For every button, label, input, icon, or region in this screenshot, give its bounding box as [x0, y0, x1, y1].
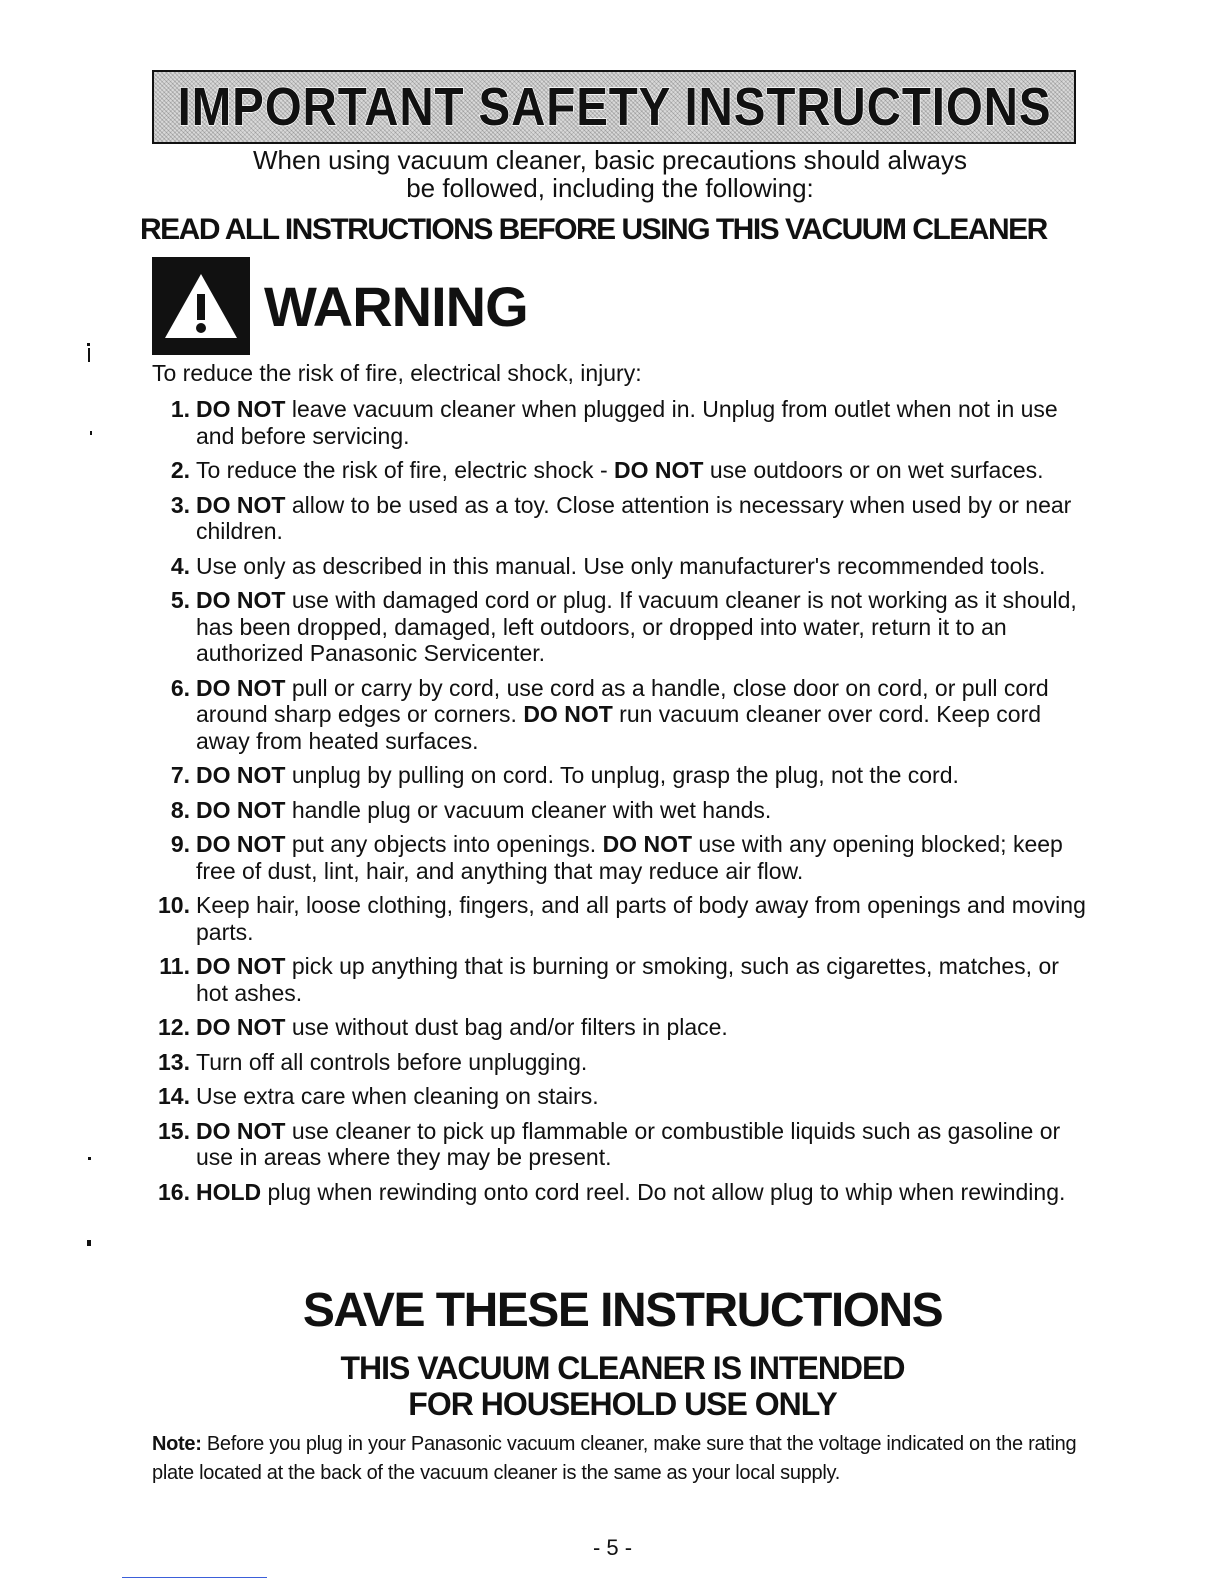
list-item-text: DO NOT use without dust bag and/or filters in place.	[196, 1014, 728, 1040]
list-item-text: DO NOT allow to be used as a toy. Close attention is necessary when used by or near children.	[196, 491, 1072, 544]
note-label: Note:	[152, 1433, 202, 1455]
household-use-line-1: THIS VACUUM CLEANER IS INTENDED	[340, 1350, 905, 1386]
list-item-text: DO NOT use with damaged cord or plug. If vacuum cleaner is not working as it should, has been dropped, damaged, left outdoors, or dropped into water, return it to an authorized Panasonic Servicenter.	[196, 587, 1077, 666]
list-item-text: DO NOT leave vacuum cleaner when plugged in. Unplug from outlet when not in use and before servicing.	[196, 396, 1058, 449]
list-item-number: 6.	[170, 674, 190, 701]
list-item-number: 2.	[170, 457, 190, 483]
list-item-text: Keep hair, loose clothing, fingers, and all parts of body away from openings and moving parts.	[196, 892, 1086, 945]
list-item	[152, 953, 1087, 1006]
list-item-number: 4.	[170, 552, 190, 579]
list-item	[152, 831, 1087, 884]
list-item	[152, 587, 1087, 667]
scan-speck	[88, 1157, 91, 1160]
list-item	[152, 553, 1087, 580]
scan-speck	[87, 1240, 91, 1246]
scan-speck	[87, 343, 90, 346]
intro-line-2: be followed, including the following:	[406, 173, 814, 203]
list-item	[152, 762, 1087, 789]
list-item-text: Turn off all controls before unplugging.	[196, 1048, 588, 1075]
warning-title: WARNING	[264, 274, 528, 338]
safety-banner	[152, 70, 1076, 144]
list-item	[152, 1179, 1087, 1206]
list-item-text: HOLD plug when rewinding onto cord reel. Do not allow plug to whip when rewinding.	[196, 1178, 1066, 1205]
list-item-text: DO NOT pull or carry by cord, use cord as a handle, close door on cord, or pull cord around sharp edges or corners. DO NOT run vacuum cleaner over cord. Keep cord away from heated surfaces.	[196, 674, 1049, 754]
list-item-number: 9.	[170, 831, 190, 857]
warning-heading	[152, 256, 528, 356]
list-item	[152, 1083, 1087, 1110]
list-item-text: DO NOT use cleaner to pick up flammable or combustible liquids such as gasoline or use in areas where they may be present.	[196, 1117, 1061, 1170]
list-item	[152, 892, 1087, 945]
page-number: - 5 -	[592, 1535, 633, 1560]
list-item-number: 14.	[158, 1083, 190, 1109]
banner-title: IMPORTANT SAFETY INSTRUCTIONS	[177, 77, 1051, 137]
list-item-number: 15.	[158, 1117, 190, 1144]
list-item-text: Use extra care when cleaning on stairs.	[196, 1083, 599, 1109]
list-item-number: 1.	[170, 396, 190, 422]
list-item-number: 10.	[158, 892, 190, 918]
list-item	[152, 1118, 1087, 1171]
list-item	[152, 797, 1087, 824]
list-item-text: Use only as described in this manual. Use only manufacturer's recommended tools.	[196, 552, 1046, 579]
list-item	[152, 1014, 1087, 1041]
voltage-note	[152, 1430, 1087, 1488]
list-item-text: DO NOT put any objects into openings. DO NOT use with any opening blocked; keep free of dust, lint, hair, and anything that may reduce air flow.	[196, 831, 1063, 884]
list-item	[152, 675, 1087, 755]
intro-line-1: When using vacuum cleaner, basic precautions should always	[253, 145, 967, 175]
list-item-number: 5.	[170, 587, 190, 613]
scan-speck	[90, 431, 92, 435]
list-item-number: 7.	[170, 762, 190, 788]
list-item-number: 3.	[170, 491, 190, 518]
safety-list	[152, 396, 1087, 1213]
list-item-number: 16.	[158, 1178, 190, 1205]
list-item	[152, 396, 1087, 449]
list-item	[152, 1049, 1087, 1076]
household-use-heading	[0, 1350, 1225, 1422]
list-item-text: To reduce the risk of fire, electric shock - DO NOT use outdoors or on wet surfaces.	[196, 457, 1044, 483]
bottom-rule	[122, 1577, 267, 1578]
note-text: Before you plug in your Panasonic vacuum cleaner, make sure that the voltage indicated on the rating plate located at the back of the vacuum cleaner is the same as your local supply.	[152, 1433, 1077, 1484]
list-item-number: 13.	[158, 1048, 190, 1075]
warning-lead: To reduce the risk of fire, electrical shock, injury:	[152, 360, 642, 386]
intro-text	[160, 146, 1060, 202]
list-item-text: DO NOT pick up anything that is burning or smoking, such as cigarettes, matches, or hot ashes.	[196, 953, 1059, 1006]
list-item-text: DO NOT handle plug or vacuum cleaner with wet hands.	[196, 796, 772, 823]
save-instructions-heading: SAVE THESE INSTRUCTIONS	[302, 1284, 943, 1337]
list-item-number: 11.	[159, 953, 190, 979]
scan-speck	[88, 348, 90, 362]
household-use-line-2: FOR HOUSEHOLD USE ONLY	[408, 1386, 837, 1422]
list-item-number: 12.	[158, 1014, 190, 1040]
list-item-text: DO NOT unplug by pulling on cord. To unplug, grasp the plug, not the cord.	[196, 762, 959, 788]
list-item-number: 8.	[170, 796, 190, 823]
read-all-heading: READ ALL INSTRUCTIONS BEFORE USING THIS VACUUM CLEANER	[140, 213, 1047, 246]
list-item	[152, 457, 1087, 484]
warning-triangle-icon	[152, 257, 250, 355]
list-item	[152, 492, 1087, 545]
